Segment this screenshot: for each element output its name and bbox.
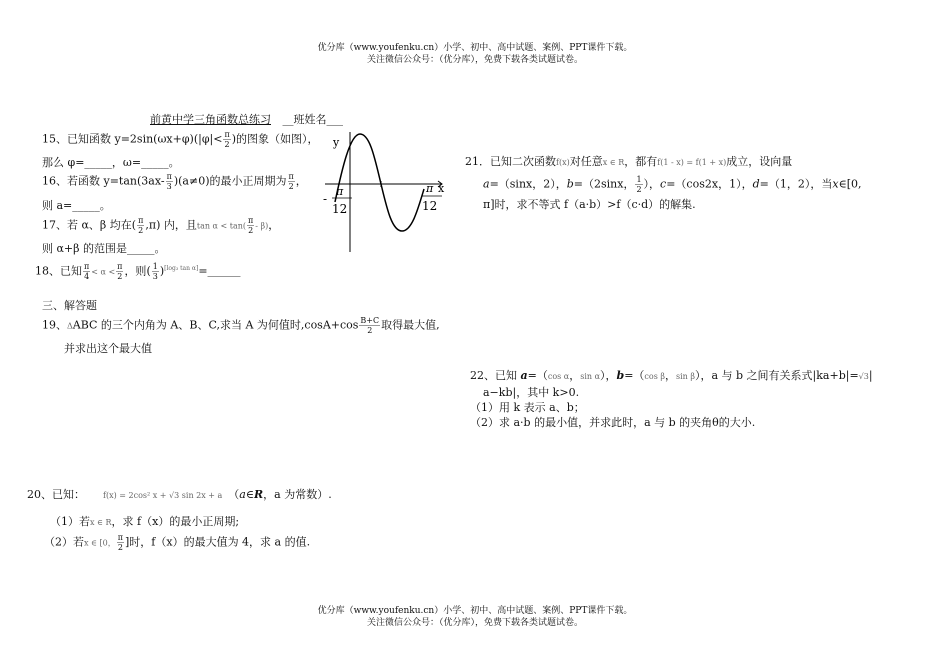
left-tick-denominator: 12 [332,202,348,216]
x-axis-label: x [438,182,445,195]
question-18: 18、已知 $\frac{\pi}{4}$ < α < $\frac{\pi}{2}$ ，则( $\frac{1}{3}$ )[log₃ tan α]=______ [35,262,241,281]
question-22: 22、已知 a=（cos α，sin α），b=（cos β，sin β），a 与 b 之间有关系式|ka+b|=√3| [470,369,873,382]
question-17-line-2: 则 α+β 的范围是_____。 [42,242,166,255]
question-20-part-2: （2）若x ∈ [0， $\frac{\pi}{2}$ ]时，f（x）的最大值为 4，求 a 的值. [44,533,311,552]
y-axis-label: y [333,136,340,149]
section-3-heading: 三、解答题 [42,299,97,312]
worksheet-title [150,111,343,127]
question-16-line-2: 则 a=_____。 [42,199,111,212]
question-21: 21．已知二次函数f(x)对任意x ∈ R，都有f(1 - x) = f(1 + x)成立，设向量 [465,155,793,168]
right-tick-denominator: 12 [422,199,438,213]
header-line-2: 关注微信公众号：（优分库），免费下载各类试题试卷。 [366,55,583,65]
left-tick-sign: - [323,192,328,206]
question-20-part-1: （1）若x ∈ R，求 f（x）的最小正周期; [50,515,240,528]
sine-graph [320,124,450,254]
school-title: 前黄中学三角函数总练习 [150,113,271,126]
question-22-line-2: a−kb|，其中 k>0. [483,386,580,399]
question-22-part-2: （2）求 a·b 的最小值，并求此时，a 与 b 的夹角θ的大小. [470,416,756,429]
question-17: 17、若 α、β 均在( $\frac{\pi}{2}$ ,π) 内，且tan α < tan( $\frac{\pi}{2}$ - β)， [42,216,280,235]
question-15-line-2: 那么 φ=_____，ω=_____。 [42,156,180,169]
left-tick-numerator: π [336,185,344,198]
question-21-line-3: π]时，求不等式 f（a·b）>f（c·d）的解集. [483,198,696,211]
footer-line-1: 优分库（www.youfenku.cn）小学、初中、高中试题、案例、PPT课件下载。 [317,606,633,616]
class-name-blank: __班姓名___ [282,113,343,126]
footer-line-2: 关注微信公众号：（优分库），免费下载各类试题试卷。 [366,618,583,628]
question-22-part-1: （1）用 k 表示 a、b； [470,401,585,414]
right-tick-numerator: π [426,182,434,195]
question-15: 15、已知函数 y=2sin(ωx+φ)(|φ|< $\frac{\pi}{2}$ )的图象（如图）， [42,130,319,149]
header-line-1: 优分库（www.youfenku.cn）小学、初中、高中试题、案例、PPT课件下载。 [317,43,633,53]
question-19-line-2: 并求出这个最大值 [64,342,152,355]
question-20: 20、已知： f(x) = 2cos² x + √3 sin 2x + a （a∈R，a 为常数）. [27,488,332,501]
question-16: 16、若函数 y=tan(3ax- $\frac{\pi}{3}$ )(a≠0)的最小正周期为 $\frac{\pi}{2}$ ， [42,172,307,191]
question-19: 19、ΔABC 的三个内角为 A、B、C,求当 A 为何值时,cosA+cos $\frac{B+C}{2}$ 取得最大值, [42,316,440,335]
question-21-line-2: a=（sinx，2），b=（2sinx， $\frac{1}{2}$ ），c=（cos2x，1），d=（1，2），当x∈[0, [483,175,862,194]
sine-curve [335,134,424,231]
